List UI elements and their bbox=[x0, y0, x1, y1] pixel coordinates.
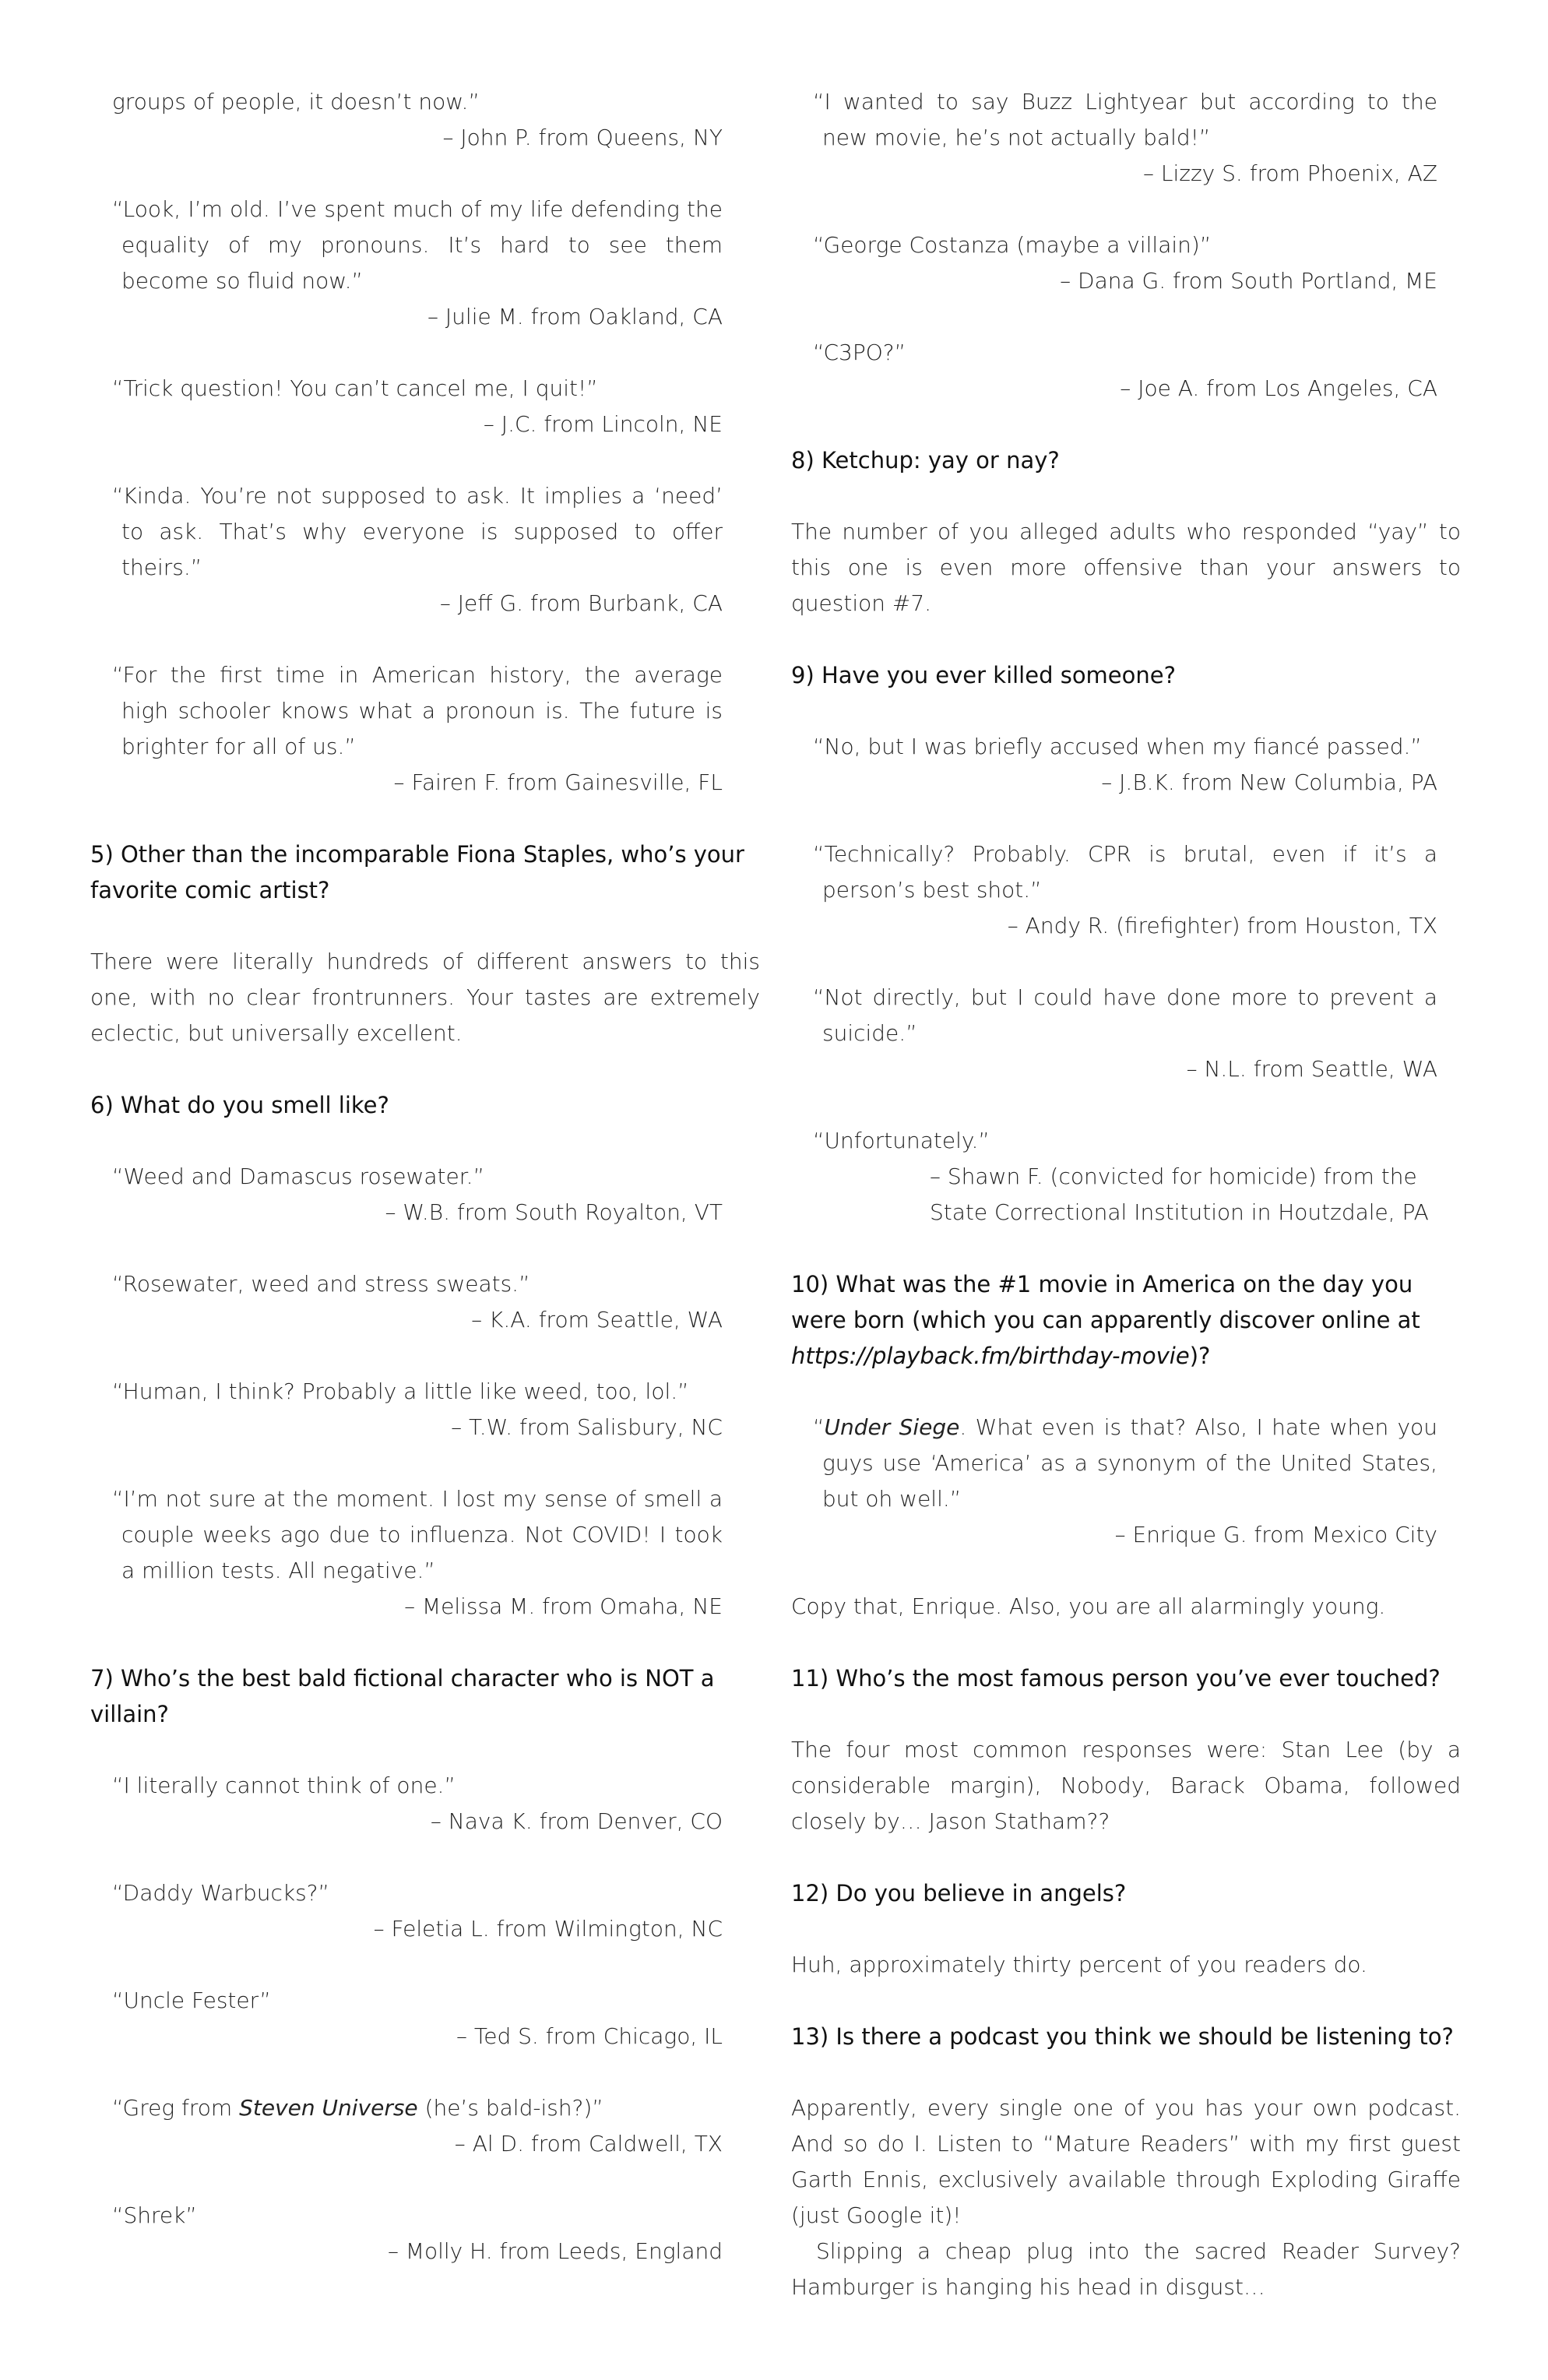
question-heading: 7) Who’s the best bald fictional character who is NOT a villain? bbox=[90, 1665, 715, 1727]
quote-attribution: – J.C. from Lincoln, NE bbox=[483, 411, 723, 437]
answer-summary: There were literally hundreds of different answers to this one, with no clear frontrunners. Your tastes are extremely eclectic, but universally excellent. bbox=[90, 949, 760, 1046]
quote bbox=[112, 1875, 723, 1947]
answer-summary: The four most common responses were: Stan Lee (by a considerable margin), Nobody, Barack Obama, followed closely by… Jason Statham?? bbox=[791, 1737, 1461, 1834]
quote bbox=[112, 1983, 723, 2054]
quote-text: “I wanted to say Buzz Lightyear but according to the new movie, he’s not actually bald!” bbox=[813, 89, 1437, 150]
quote bbox=[112, 1481, 723, 1625]
quote-text: “Weed and Damascus rosewater.” bbox=[112, 1164, 485, 1189]
question-heading: 5) Other than the incomparable Fiona Staples, who’s your favorite comic artist? bbox=[90, 841, 744, 903]
quote bbox=[813, 84, 1437, 192]
quote-text: “Rosewater, weed and stress sweats.” bbox=[112, 1271, 530, 1297]
answer-summary: Copy that, Enrique. Also, you are all alarmingly young. bbox=[791, 1593, 1386, 1619]
answer-summary: The number of you alleged adults who responded “yay” to this one is even more offensive than your answers to question #7. bbox=[791, 519, 1461, 616]
quote-title: Under Siege bbox=[824, 1414, 960, 1440]
quote bbox=[813, 836, 1437, 944]
quote bbox=[112, 371, 723, 442]
answer-summary: Huh, approximately thirty percent of you readers do. bbox=[791, 1952, 1367, 1977]
quote-text-end: . What even is that? Also, I hate when you guys use ‘America’ as a synonym of the United States, but oh well.” bbox=[822, 1414, 1438, 1512]
quote-attribution: – Al D. from Caldwell, TX bbox=[454, 2131, 723, 2156]
quote-text: “Human, I think? Probably a little like weed, too, lol.” bbox=[112, 1378, 689, 1404]
quote-text: “I literally cannot think of one.” bbox=[112, 1773, 456, 1798]
quote-text: “Technically? Probably. CPR is brutal, even if it’s a person’s best shot.” bbox=[813, 841, 1437, 903]
question-heading bbox=[791, 1266, 1461, 1374]
quote-text: “For the first time in American history, the average high schooler knows what a pronoun is. The future is brighter for all of us.” bbox=[112, 662, 723, 759]
question-heading: 13) Is there a podcast you think we should be listening to? bbox=[791, 2023, 1454, 2050]
quote-attribution: – N.L. from Seattle, WA bbox=[1186, 1056, 1437, 1082]
quote-text: “Unfortunately.” bbox=[813, 1128, 990, 1153]
quote-text: “No, but I was briefly accused when my fiancé passed.” bbox=[813, 734, 1422, 759]
question-heading: 8) Ketchup: yay or nay? bbox=[791, 447, 1060, 474]
quote-attribution: – Andy R. (firefighter) from Houston, TX bbox=[1007, 913, 1437, 938]
quote-text: “Daddy Warbucks?” bbox=[112, 1880, 330, 1906]
quote-attribution: – Dana G. from South Portland, ME bbox=[1060, 268, 1437, 294]
quote-text: “Trick question! You can’t cancel me, I quit!” bbox=[112, 375, 598, 401]
quote bbox=[813, 335, 1437, 407]
quote bbox=[112, 478, 723, 621]
quote bbox=[112, 1159, 723, 1230]
quote-title: Steven Universe bbox=[239, 2095, 418, 2121]
quote-attribution: – Melissa M. from Omaha, NE bbox=[404, 1593, 723, 1619]
quote-attribution: – Lizzy S. from Phoenix, AZ bbox=[1143, 160, 1437, 186]
quote bbox=[813, 1410, 1437, 1553]
quote-text bbox=[813, 1410, 1437, 1517]
quote-attribution: – Joe A. from Los Angeles, CA bbox=[1120, 375, 1437, 401]
question-heading: 12) Do you believe in angels? bbox=[791, 1880, 1127, 1906]
quote bbox=[112, 657, 723, 801]
answer-summary: Apparently, every single one of you has your own podcast. And so do I. Listen to “Mature Readers” with my first guest Garth Ennis, exclusively available through Exploding Giraffe (just Google it)! bbox=[791, 2095, 1461, 2228]
quote-attribution: – Jeff G. from Burbank, CA bbox=[439, 590, 723, 616]
answer-summary-continued: Slipping a cheap plug into the sacred Reader Survey? Hamburger is hanging his head in disgust… bbox=[791, 2238, 1461, 2300]
quote-attribution: – K.A. from Seattle, WA bbox=[471, 1307, 723, 1333]
question-heading: 6) What do you smell like? bbox=[90, 1092, 389, 1118]
quote-text: “I’m not sure at the moment. I lost my sense of smell a couple weeks ago due to influenza. Not COVID! I took a million tests. All negative.” bbox=[112, 1486, 723, 1583]
quote-attribution: – Nava K. from Denver, CO bbox=[430, 1808, 723, 1834]
quote-attribution: – J.B.K. from New Columbia, PA bbox=[1101, 769, 1437, 795]
quote-attribution: – Fairen F. from Gainesville, FL bbox=[393, 769, 723, 795]
quote-text: “George Costanza (maybe a villain)” bbox=[813, 232, 1212, 258]
quote-attribution: – Feletia L. from Wilmington, NC bbox=[373, 1916, 723, 1942]
quote bbox=[112, 1768, 723, 1840]
question-heading: 11) Who’s the most famous person you’ve ever touched? bbox=[791, 1665, 1441, 1692]
question-link: https://playback.fm/birthday-movie bbox=[791, 1343, 1190, 1369]
quote bbox=[112, 192, 723, 335]
quote-text-end: (he’s bald-ish?)” bbox=[417, 2095, 603, 2121]
right-column bbox=[791, 84, 1461, 2341]
quote bbox=[813, 1123, 1437, 1230]
quote-text: “Not directly, but I could have done more to prevent a suicide.” bbox=[813, 984, 1437, 1046]
quote-text: “Shrek” bbox=[112, 2202, 197, 2228]
quote-attribution: – W.B. from South Royalton, VT bbox=[385, 1199, 723, 1225]
quote-text: “Uncle Fester” bbox=[112, 1987, 271, 2013]
quote bbox=[813, 980, 1437, 1087]
quote-text-start: “Greg from bbox=[112, 2095, 240, 2121]
quote-text: groups of people, it doesn’t now.” bbox=[112, 89, 480, 114]
left-column bbox=[90, 84, 760, 2305]
quote-attribution: – Julie M. from Oakland, CA bbox=[427, 304, 723, 329]
quote-text: “Look, I’m old. I’ve spent much of my life defending the equality of my pronouns. It’s hard to see them become so fluid now.” bbox=[112, 196, 723, 294]
quote-attribution: – T.W. from Salisbury, NC bbox=[451, 1414, 723, 1440]
quote bbox=[112, 1374, 723, 1445]
quote-attribution: – John P. from Queens, NY bbox=[442, 125, 723, 150]
quote-attribution: – Shawn F. (convicted for homicide) from the State Correctional Institution in Houtzdale, PA bbox=[930, 1164, 1429, 1225]
quote bbox=[813, 227, 1437, 299]
quote-attribution: – Ted S. from Chicago, IL bbox=[456, 2023, 723, 2049]
question-heading: 9) Have you ever killed someone? bbox=[791, 662, 1177, 688]
quote bbox=[112, 84, 723, 156]
question-text-end: )? bbox=[1189, 1343, 1211, 1369]
quote bbox=[813, 729, 1437, 801]
quote bbox=[112, 1266, 723, 1338]
quote-attribution: – Molly H. from Leeds, England bbox=[387, 2238, 723, 2264]
question-text: 10) What was the #1 movie in America on the day you were born (which you can apparently discover online at bbox=[791, 1271, 1420, 1333]
quote-text: “C3PO?” bbox=[813, 340, 906, 365]
quote bbox=[112, 2198, 723, 2269]
quote-open: “ bbox=[813, 1414, 825, 1440]
quote-text: “Kinda. You’re not supposed to ask. It implies a ‘need’ to ask. That’s why everyone is supposed to offer theirs.” bbox=[112, 483, 723, 580]
quote-text bbox=[112, 2090, 723, 2126]
quote bbox=[112, 2090, 723, 2162]
quote-attribution: – Enrique G. from Mexico City bbox=[1114, 1522, 1437, 1547]
